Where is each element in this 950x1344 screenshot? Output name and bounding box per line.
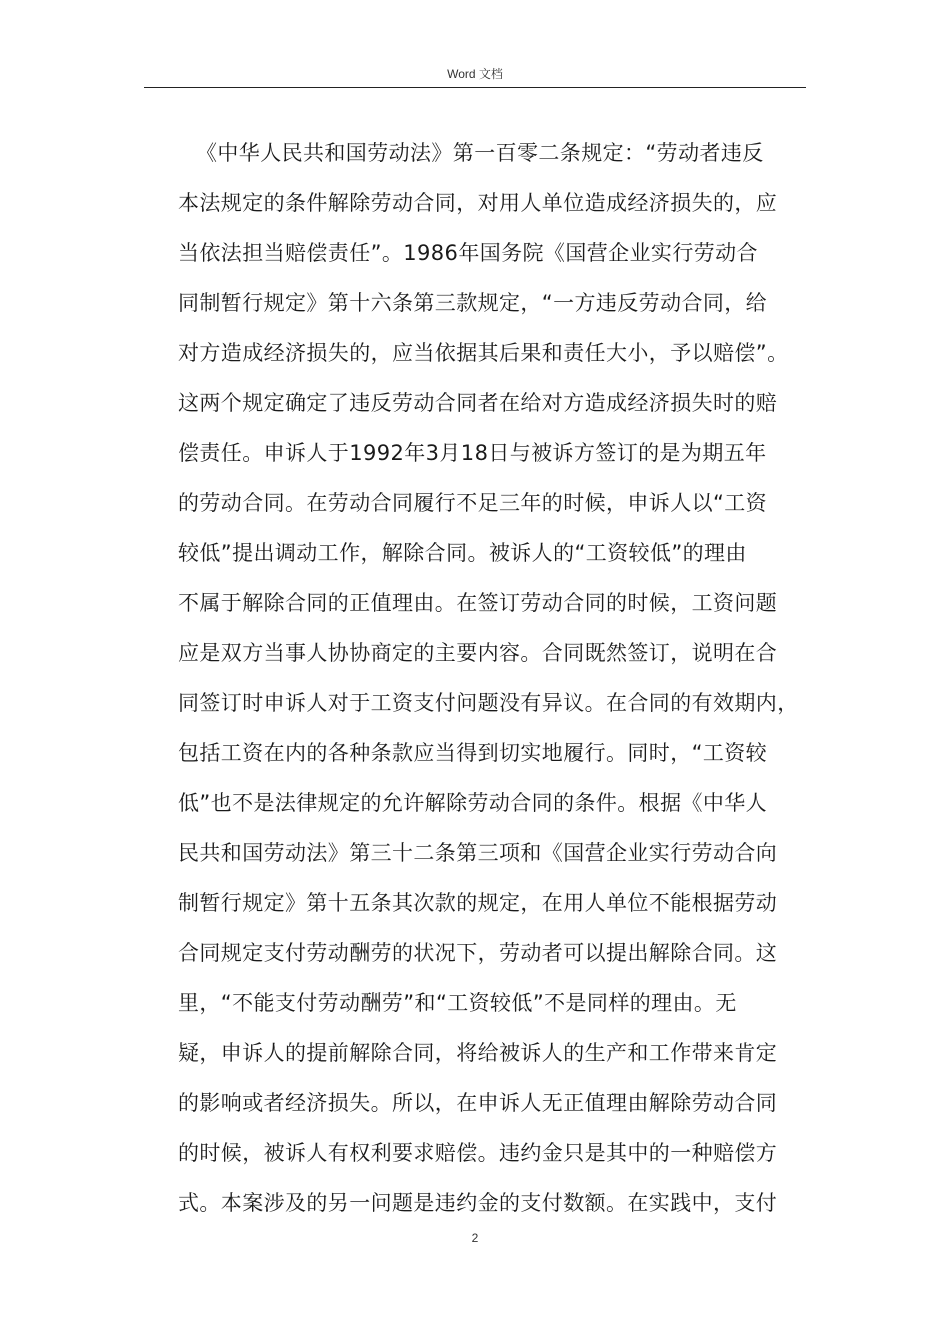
text-line: 应是双方当事人协协商定的主要内容。合同既然签订，说明在合 (178, 641, 778, 665)
text-line: 包括工资在内的各种条款应当得到切实地履行。同时，“工资较 (178, 741, 768, 765)
header-divider (144, 87, 806, 88)
text-line: 当依法担当赔偿责任”。1986年国务院《国营企业实行劳动合 (178, 241, 758, 265)
text-line: 低”也不是法律规定的允许解除劳动合同的条件。根据《中华人 (178, 791, 768, 815)
text-line: 的时候，被诉人有权利要求赔偿。违约金只是其中的一种赔偿方 (178, 1141, 778, 1165)
text-line: 的影响或者经济损失。所以，在申诉人无正值理由解除劳动合同 (178, 1091, 778, 1115)
text-line: 不属于解除合同的正值理由。在签订劳动合同的时候，工资问题 (178, 591, 778, 615)
page-header: Word 文档 (447, 67, 503, 81)
body-paragraph (178, 128, 808, 1228)
text-line: 的劳动合同。在劳动合同履行不足三年的时候，申诉人以“工资 (178, 491, 768, 515)
text-line: 合同规定支付劳动酬劳的状况下，劳动者可以提出解除合同。这 (178, 941, 778, 965)
text-line: 这两个规定确定了违反劳动合同者在给对方造成经济损失时的赔 (178, 391, 778, 415)
text-line: 对方造成经济损失的，应当依据其后果和责任大小，予以赔偿”。 (178, 341, 789, 365)
text-line: 《中华人民共和国劳动法》第一百零二条规定：“劳动者违反 (196, 141, 764, 165)
text-line: 较低”提出调动工作，解除合同。被诉人的“工资较低”的理由 (178, 541, 747, 565)
page-number: 2 (471, 1231, 479, 1245)
text-line: 同签订时申诉人对于工资支付问题没有异议。在合同的有效期内， (178, 691, 799, 715)
text-line: 疑，申诉人的提前解除合同，将给被诉人的生产和工作带来肯定 (178, 1041, 778, 1065)
text-line: 偿责任。申诉人于1992年3月18日与被诉方签订的是为期五年 (178, 441, 767, 465)
text-line: 本法规定的条件解除劳动合同，对用人单位造成经济损失的，应 (178, 191, 778, 215)
text-line: 民共和国劳动法》第三十二条第三项和《国营企业实行劳动合向 (178, 841, 778, 865)
text-line: 式。本案涉及的另一问题是违约金的支付数额。在实践中，支付 (178, 1191, 778, 1215)
text-line: 制暂行规定》第十五条其次款的规定，在用人单位不能根据劳动 (178, 891, 778, 915)
text-line: 同制暂行规定》第十六条第三款规定，“一方违反劳动合同，给 (178, 291, 768, 315)
text-line: 里，“不能支付劳动酬劳”和“工资较低”不是同样的理由。无 (178, 991, 737, 1015)
